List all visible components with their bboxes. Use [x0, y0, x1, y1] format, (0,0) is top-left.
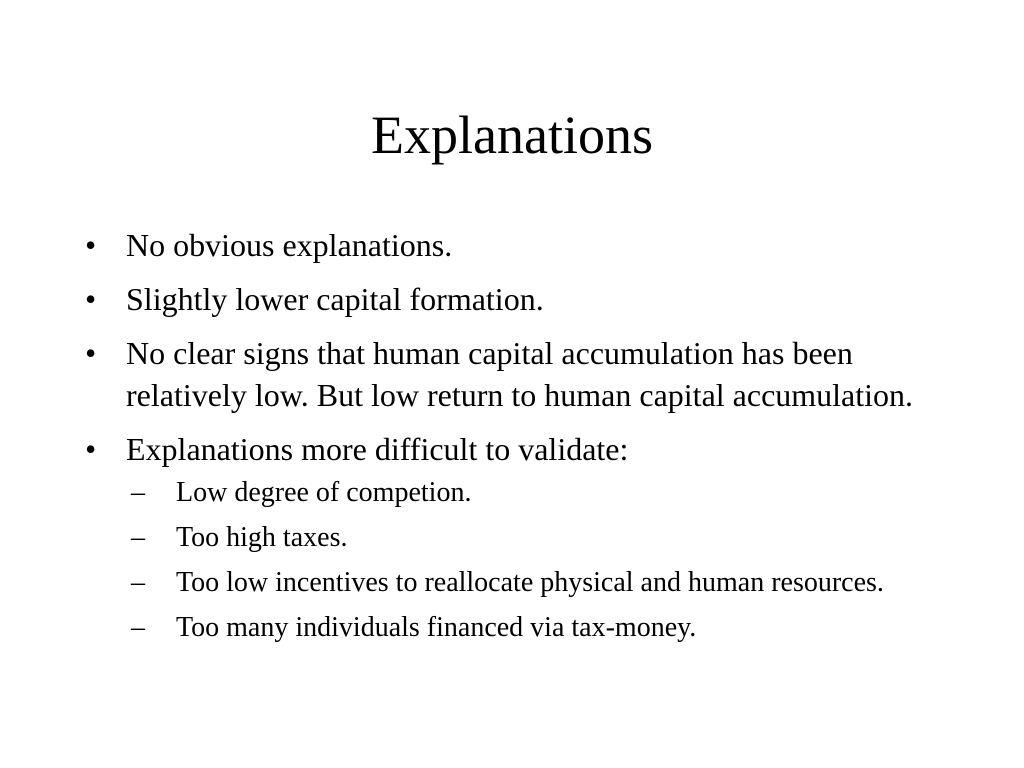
sub-bullet-item — [131, 521, 945, 554]
sub-bullet-list — [126, 476, 945, 644]
bullet-icon: • — [85, 335, 97, 371]
dash-icon: – — [131, 567, 145, 598]
sub-bullet-item — [131, 476, 945, 509]
bullet-icon: • — [85, 431, 97, 467]
bullet-item — [85, 332, 945, 416]
sub-bullet-text: Too many individuals financed via tax-money. — [176, 612, 697, 643]
sub-bullet-text: Too high taxes. — [176, 522, 348, 553]
bullet-text: No obvious explanations. — [126, 227, 453, 263]
dash-icon: – — [131, 477, 145, 508]
slide-title: Explanations — [371, 105, 653, 165]
bullet-list — [85, 224, 945, 656]
bullet-icon: • — [85, 227, 97, 263]
bullet-item — [85, 224, 945, 266]
bullet-item — [85, 278, 945, 320]
sub-bullet-text: Too low incentives to reallocate physical and human resources. — [176, 567, 884, 598]
sub-bullet-item — [131, 611, 945, 644]
sub-bullet-item — [131, 566, 945, 599]
sub-bullet-text: Low degree of competion. — [176, 477, 472, 508]
dash-icon: – — [131, 612, 145, 643]
bullet-icon: • — [85, 281, 97, 317]
bullet-text: No clear signs that human capital accumulation has been relatively low. But low return to human capital accumulation. — [126, 335, 914, 413]
bullet-text: Explanations more difficult to validate: — [126, 431, 629, 467]
bullet-item — [85, 428, 945, 644]
bullet-text: Slightly lower capital formation. — [126, 281, 544, 317]
dash-icon: – — [131, 522, 145, 553]
